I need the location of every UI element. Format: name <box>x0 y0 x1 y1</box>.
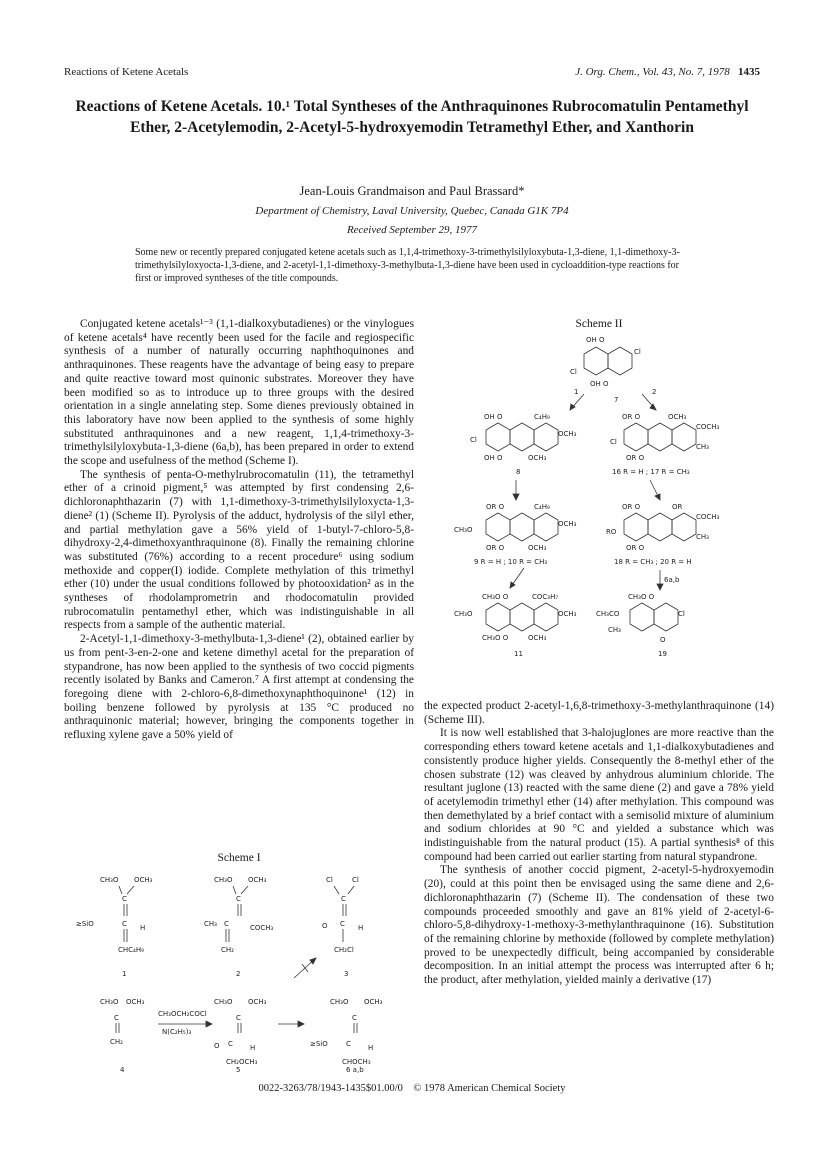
structure-5 <box>214 998 267 1074</box>
footer <box>64 1083 760 1094</box>
article-code: 0022-3263/78/1943-1435$01.00/0 <box>258 1083 403 1094</box>
svg-text:C: C <box>228 1040 233 1048</box>
structure-6 <box>310 998 383 1074</box>
svg-text:CH₂: CH₂ <box>110 1038 123 1046</box>
journal-citation <box>575 66 760 78</box>
svg-text:OCH₃: OCH₃ <box>528 634 547 642</box>
svg-text:RO: RO <box>606 528 617 536</box>
structure-7 <box>570 336 641 404</box>
svg-text:CH₂Cl: CH₂Cl <box>334 946 354 954</box>
svg-text:Cl: Cl <box>570 368 577 376</box>
svg-text:OH O: OH O <box>484 454 503 462</box>
svg-text:CH₂: CH₂ <box>221 946 234 954</box>
svg-text:COCH₃: COCH₃ <box>696 423 720 431</box>
svg-text:OCH₃: OCH₃ <box>528 454 547 462</box>
svg-text:OCH₃: OCH₃ <box>126 998 145 1006</box>
svg-text:CH₃O: CH₃O <box>100 998 119 1006</box>
compound-label: 5 <box>236 1066 241 1074</box>
svg-text:OCH₃: OCH₃ <box>558 430 577 438</box>
svg-text:Cl: Cl <box>326 876 333 884</box>
svg-text:C: C <box>122 895 127 903</box>
svg-text:H: H <box>140 924 146 932</box>
structure-16 <box>610 413 720 476</box>
structure-2 <box>204 876 274 978</box>
svg-text:CH₃O: CH₃O <box>454 610 473 618</box>
abstract: Some new or recently prepared conjugated ketene acetals such as 1,1,4-trimethoxy-3-trimethylsilyloxybuta-1,3-diene, 1,1-dimethoxy-3-trimethylsilyloxyocta-1,3-diene, and 2-acetyl-1,1-dimethoxy-3-methylbuta-1,3-diene have been used in cycloaddition-type reactions for first or improved syntheses of the title compounds. <box>135 247 680 284</box>
paragraph: the expected product 2-acetyl-1,6,8-trimethoxy-3-methylanthraquinone (14) (Scheme III). <box>424 700 774 726</box>
svg-text:OR: OR <box>672 503 683 511</box>
compound-label: 9 R = H ; 10 R = CH₃ <box>474 558 548 566</box>
scheme2-structures <box>424 332 774 694</box>
structure-11 <box>454 593 577 658</box>
svg-text:O: O <box>214 1042 220 1050</box>
compound-label: 19 <box>658 650 667 658</box>
compound-label: 3 <box>344 970 349 978</box>
copyright: © 1978 American Chemical Society <box>413 1083 566 1094</box>
paragraph: The synthesis of penta-O-methylrubrocomatulin (11), the tetramethyl ether of a crinoid pigment,⁵ was attempted by first condensing 2,6-dichloronaphthazarin (7) with 1,1-dimethoxy-3-trimethylsilyloxycta-1,3-diene² (1) (Scheme II). Pyrolysis of the adduct, hydrolysis of the silyl ether, and partial methylation gave a 56% yield of 1-butyl-7-chloro-5,8-dihydroxy-2,4-dimethoxyanthraquinone (8). Finally the remaining chlorine was substituted (76%) according to a recent procedure⁶ using sodium methoxide and copper(I) iodide. Complete methylation of this trimethyl ether (10) under the usual conditions followed by photooxidation² as in the syntheses of rhodolamprometrin and rhodocomatulin provided rubrocomatulin pentamethyl ether, which was indistinguishable in all respects from a sample of the authentic material. <box>64 468 414 632</box>
compound-label: 4 <box>120 1066 125 1074</box>
arrow-label: 6a,b <box>664 576 680 584</box>
svg-text:OCH₃: OCH₃ <box>248 876 267 884</box>
svg-text:OCH₃: OCH₃ <box>528 544 547 552</box>
paragraph: 2-Acetyl-1,1-dimethoxy-3-methylbuta-1,3-diene¹ (2), obtained earlier by us from pent-3-en-2-one and ketene dimethyl acetal for the preparation of stypandrone, has now been applied to the synthesis of two coccid pigments recently isolated by Banks and Cameron.⁷ A first attempt at condensing the foregoing diene with 2-chloro-6,8-dimethoxynaphthoquinone¹ (12) in boiling benzene followed by pyrolysis at 135 °C produced no anthraquinonic material; however, bringing the components together in refluxing xylene gave a 50% yield of <box>64 633 414 742</box>
right-column <box>424 700 774 988</box>
svg-text:OR O: OR O <box>622 413 641 421</box>
svg-text:C: C <box>341 895 346 903</box>
svg-text:C₄H₉: C₄H₉ <box>534 503 550 511</box>
svg-text:CH₂OCH₃: CH₂OCH₃ <box>226 1058 258 1066</box>
page-number: 1435 <box>738 66 760 78</box>
svg-text:OR O: OR O <box>626 454 645 462</box>
svg-text:CH₃: CH₃ <box>696 533 709 541</box>
structure-18-20 <box>606 503 720 566</box>
svg-text:CH₃: CH₃ <box>608 626 621 634</box>
svg-text:C: C <box>340 920 345 928</box>
svg-text:H: H <box>368 1044 374 1052</box>
svg-text:OR O: OR O <box>622 503 641 511</box>
svg-text:C: C <box>352 1014 357 1022</box>
scheme2-caption: Scheme II <box>575 318 623 330</box>
running-head: Reactions of Ketene Acetals <box>64 66 189 78</box>
svg-text:≥SiO: ≥SiO <box>76 920 94 928</box>
journal-ref: J. Org. Chem., Vol. 43, No. 7, 1978 <box>575 66 730 78</box>
affiliation: Department of Chemistry, Laval University, Quebec, Canada G1K 7P4 <box>255 205 569 217</box>
svg-text:OCH₃: OCH₃ <box>668 413 687 421</box>
svg-text:CH₃O O: CH₃O O <box>628 593 655 601</box>
svg-text:C: C <box>122 920 127 928</box>
svg-text:COC₃H₇: COC₃H₇ <box>532 593 559 601</box>
structure-3 <box>322 876 363 978</box>
svg-text:CHC₄H₉: CHC₄H₉ <box>118 946 144 954</box>
svg-text:Cl: Cl <box>678 610 685 618</box>
svg-text:Cl: Cl <box>352 876 359 884</box>
scheme1-caption: Scheme I <box>217 852 261 864</box>
compound-label: 16 R = H ; 17 R = CH₃ <box>612 468 690 476</box>
svg-text:CH₃: CH₃ <box>696 443 709 451</box>
svg-text:COCH₃: COCH₃ <box>250 924 274 932</box>
svg-text:H: H <box>250 1044 256 1052</box>
svg-text:OCH₃: OCH₃ <box>558 610 577 618</box>
article-title: Reactions of Ketene Acetals. 10.¹ Total Syntheses of the Anthraquinones Rubrocomatulin Pentamethyl Ether, 2-Acetylemodin, 2-Acetyl-5-hydroxyemodin Tetramethyl Ether, and Xanthorin <box>75 98 749 136</box>
structure-19 <box>596 593 685 658</box>
svg-text:H: H <box>358 924 364 932</box>
svg-text:CH₃O: CH₃O <box>214 876 233 884</box>
svg-text:CH₃: CH₃ <box>204 920 217 928</box>
svg-text:OH O: OH O <box>484 413 503 421</box>
reagent-bottom: N(C₂H₅)₃ <box>162 1028 192 1036</box>
compound-label: 18 R = CH₃ ; 20 R = H <box>614 558 692 566</box>
svg-text:OH O: OH O <box>586 336 605 344</box>
svg-text:OCH₃: OCH₃ <box>134 876 153 884</box>
received-date: Received September 29, 1977 <box>346 224 478 236</box>
svg-text:OCH₃: OCH₃ <box>364 998 383 1006</box>
svg-text:COCH₃: COCH₃ <box>696 513 720 521</box>
svg-text:CHOCH₃: CHOCH₃ <box>342 1058 371 1066</box>
svg-text:CH₃O: CH₃O <box>214 998 233 1006</box>
compound-label: 6 a,b <box>346 1066 364 1074</box>
compound-label: 2 <box>236 970 241 978</box>
svg-text:C₄H₉: C₄H₉ <box>534 413 550 421</box>
compound-label: 8 <box>516 468 521 476</box>
svg-text:CH₃CO: CH₃CO <box>596 610 620 618</box>
structure-1 <box>76 876 153 978</box>
svg-text:C: C <box>114 1014 119 1022</box>
compound-label: 1 <box>122 970 127 978</box>
svg-text:OCH₃: OCH₃ <box>558 520 577 528</box>
svg-text:CH₃O: CH₃O <box>100 876 119 884</box>
svg-text:C: C <box>224 920 229 928</box>
compound-label: 11 <box>514 650 523 658</box>
svg-text:OR O: OR O <box>486 503 505 511</box>
svg-text:CH₃O: CH₃O <box>454 526 473 534</box>
left-column <box>64 318 414 743</box>
compound-label: 7 <box>614 396 619 404</box>
svg-text:C: C <box>346 1040 351 1048</box>
scheme1-structures <box>64 868 414 1074</box>
svg-text:Cl: Cl <box>610 438 617 446</box>
svg-text:Cl: Cl <box>634 348 641 356</box>
svg-text:C: C <box>236 895 241 903</box>
svg-text:CH₃O O: CH₃O O <box>482 634 509 642</box>
reagent-top: CH₃OCH₂COCl <box>158 1010 207 1018</box>
svg-text:OCH₃: OCH₃ <box>248 998 267 1006</box>
structure-9-10 <box>454 503 577 566</box>
arrow-label: 1 <box>574 388 579 396</box>
paragraph: Conjugated ketene acetals¹⁻³ (1,1-dialkoxybutadienes) or the vinylogues of ketene acetals⁴ have recently been used for the facile and regiospecific synthesis of a number of naturally occurring naphthoquinones and anthraquinones. These reagents have the advantage of being easy to prepare and quite reactive toward most quinonic substrates. Moreover they have been modified so as to introduce up to three groups with the desired orientation in a single annelating step. Some dienes previously obtained in this laboratory have now been applied to the synthesis of some highly substituted anthraquinones and a new reagent, 1,1,4-trimethoxy-3-trimethylsilyloxybuta-1,3-diene (6a,b), has been prepared in order to extend the scope and usefulness of the method (Scheme I). <box>64 318 414 468</box>
structure-8 <box>470 413 577 476</box>
svg-text:OR O: OR O <box>626 544 645 552</box>
structure-4 <box>100 998 145 1074</box>
svg-text:O: O <box>660 636 666 644</box>
svg-text:Cl: Cl <box>470 436 477 444</box>
authors: Jean-Louis Grandmaison and Paul Brassard* <box>299 184 525 198</box>
svg-text:CH₃O O: CH₃O O <box>482 593 509 601</box>
arrow-label: 2 <box>652 388 657 396</box>
svg-text:≥SiO: ≥SiO <box>310 1040 328 1048</box>
svg-text:OR O: OR O <box>486 544 505 552</box>
svg-text:OH O: OH O <box>590 380 609 388</box>
paragraph: It is now well established that 3-halojuglones are more reactive than the corresponding ethers toward ketene acetals and 1,1-dialkoxybutadienes and consistently produce higher yields. Consequently the 8-methyl ether of the chosen substrate (12) was cleaved by anhydrous aluminium chloride. The resultant juglone (13) reacted with the same diene (2) and gave a 78% yield of acetylemodin trimethyl ether (14) after methylation. This compound was then demethylated by a brief contact with a semisolid mixture of aluminium and sodium chlorides at 90 °C and yielded a substance which was indistinguishable from the natural product (15). A partial synthesis⁸ of this compound had been carried out earlier starting from natural stypandrone. <box>424 727 774 863</box>
svg-text:C: C <box>236 1014 241 1022</box>
svg-text:CH₃O: CH₃O <box>330 998 349 1006</box>
paragraph: The synthesis of another coccid pigment, 2-acetyl-5-hydroxyemodin (20), could at this point then be envisaged using the same diene and 2,6-dichloronaphthazarin (7) (Scheme II). The condensation of these two compounds proceeded smoothly and gave an 81% yield of 2-acetyl-6-chloro-5,8-dihydroxy-1-methoxy-3-methylanthraquinone (16). Substitution of the remaining chlorine by methoxide (followed by complete methylation) proved to be unexpectedly difficult, being accompanied by considerable decomposition. In an initial attempt the process was interrupted after 6 h; the product, after methylation, yielded mainly a derivative (17) <box>424 864 774 987</box>
svg-text:O: O <box>322 922 328 930</box>
